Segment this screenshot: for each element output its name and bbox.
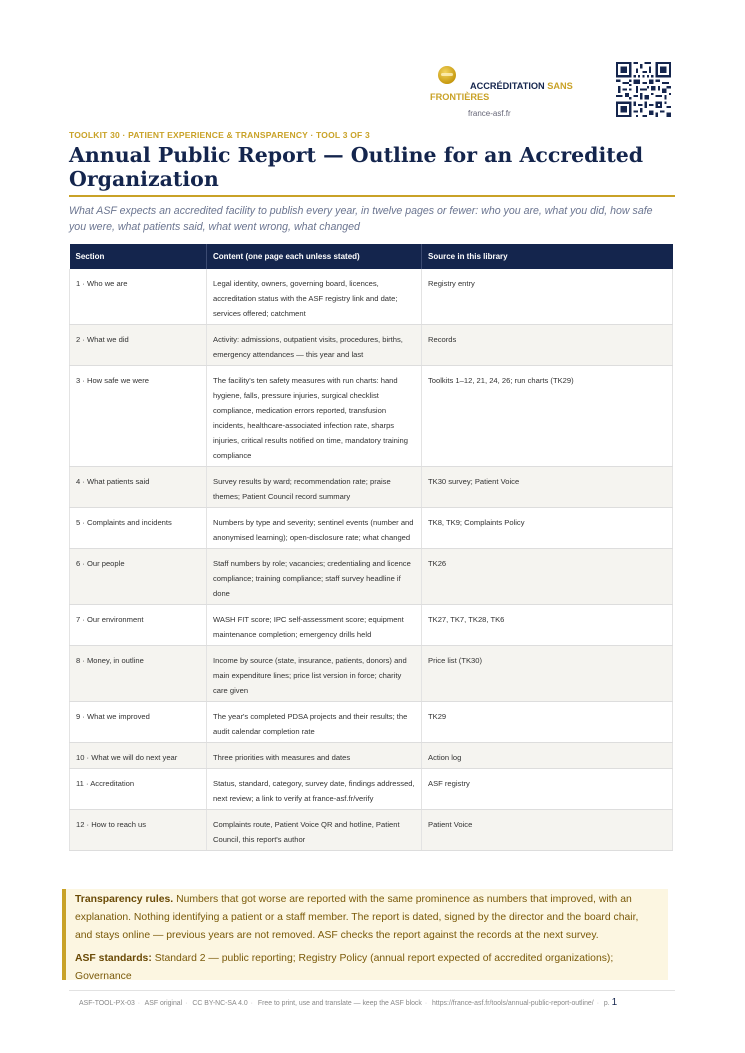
asf-standards-paragraph bbox=[75, 950, 658, 986]
table-row bbox=[70, 646, 673, 702]
brand-name-part2: SANS FRONTIÈRES bbox=[430, 81, 573, 102]
section-cell: 6 · Our people bbox=[70, 549, 207, 605]
page-title: Annual Public Report — Outline for an Accredited Organization bbox=[69, 143, 644, 191]
source-cell: ASF registry bbox=[422, 769, 673, 810]
column-header-content: Content (one page each unless stated) bbox=[207, 244, 422, 269]
outline-table bbox=[69, 244, 673, 851]
column-header-source: Source in this library bbox=[422, 244, 673, 269]
footer-license: CC BY-NC-SA 4.0 bbox=[192, 1000, 248, 1007]
table-row bbox=[70, 810, 673, 851]
source-cell: TK26 bbox=[422, 549, 673, 605]
table-row bbox=[70, 508, 673, 549]
transparency-rules-text: Numbers that got worse are reported with the same prominence as numbers that improved, with an explanation. Nothing identifying a patient or a staff member. The report is dated, signed by the director and the board chair, and stays online — previous years are not removed. ASF checks the report against the records at the next survey. bbox=[75, 894, 639, 941]
footer-separator: · bbox=[185, 1000, 188, 1007]
content-cell: Numbers by type and severity; sentinel events (number and anonymised learning); open-disclosure rate; what changed bbox=[207, 508, 422, 549]
source-cell: TK29 bbox=[422, 702, 673, 743]
source-cell: TK30 survey; Patient Voice bbox=[422, 467, 673, 508]
toolkit-kicker: TOOLKIT 30 · PATIENT EXPERIENCE & TRANSPARENCY · TOOL 3 OF 3 bbox=[69, 130, 370, 140]
transparency-callout bbox=[62, 889, 668, 980]
table-row bbox=[70, 743, 673, 769]
source-cell: Registry entry bbox=[422, 269, 673, 325]
section-cell: 2 · What we did bbox=[70, 325, 207, 366]
table-row bbox=[70, 549, 673, 605]
source-cell: Records bbox=[422, 325, 673, 366]
table-row bbox=[70, 325, 673, 366]
source-cell: Action log bbox=[422, 743, 673, 769]
section-cell: 5 · Complaints and incidents bbox=[70, 508, 207, 549]
table-row bbox=[70, 605, 673, 646]
content-cell: Staff numbers by role; vacancies; credentialing and licence compliance; training compliance; staff survey headline if done bbox=[207, 549, 422, 605]
table-row bbox=[70, 269, 673, 325]
brand-name-part1: ACCRÉDITATION bbox=[470, 81, 545, 91]
footer-separator: · bbox=[137, 1000, 141, 1007]
source-cell: TK27, TK7, TK28, TK6 bbox=[422, 605, 673, 646]
content-cell: Activity: admissions, outpatient visits, procedures, births, emergency attendances — this year and last bbox=[207, 325, 422, 366]
section-cell: 11 · Accreditation bbox=[70, 769, 207, 810]
table-header-row bbox=[70, 244, 673, 269]
footer-divider bbox=[69, 990, 675, 991]
content-cell: The year's completed PDSA projects and their results; the audit calendar completion rate bbox=[207, 702, 422, 743]
qr-code-icon[interactable] bbox=[616, 62, 671, 117]
table-row bbox=[70, 702, 673, 743]
table-row bbox=[70, 769, 673, 810]
section-cell: 4 · What patients said bbox=[70, 467, 207, 508]
footer-usage: Free to print, use and translate — keep the ASF block bbox=[257, 1000, 422, 1007]
section-cell: 8 · Money, in outline bbox=[70, 646, 207, 702]
footer-tool-code: ASF-TOOL-PX-03 bbox=[79, 1000, 135, 1007]
transparency-rules-label: Transparency rules. bbox=[75, 894, 174, 905]
content-cell: WASH FIT score; IPC self-assessment score; equipment maintenance completion; emergency drills held bbox=[207, 605, 422, 646]
footer-page-number: 1 bbox=[611, 997, 618, 1008]
content-cell: Income by source (state, insurance, patients, donors) and main expenditure lines; price list version in force; charity care given bbox=[207, 646, 422, 702]
section-cell: 7 · Our environment bbox=[70, 605, 207, 646]
footer-link[interactable]: https://france-asf.fr/tools/annual-public-report-outline/ bbox=[432, 1000, 594, 1007]
section-cell: 9 · What we improved bbox=[70, 702, 207, 743]
section-cell: 12 · How to reach us bbox=[70, 810, 207, 851]
content-cell: Complaints route, Patient Voice QR and hotline, Patient Council, this report's author bbox=[207, 810, 422, 851]
page-subtitle: What ASF expects an accredited facility to publish every year, in twelve pages or fewer: who you are, what you did, how safe you were, what patients said, what went wrong, what changed bbox=[69, 205, 653, 233]
column-header-section: Section bbox=[70, 244, 207, 269]
footer-page-prefix: p. bbox=[603, 1000, 610, 1007]
brand-name bbox=[430, 81, 590, 103]
source-cell: Price list (TK30) bbox=[422, 646, 673, 702]
footer-separator: · bbox=[250, 1000, 253, 1007]
source-cell: TK8, TK9; Complaints Policy bbox=[422, 508, 673, 549]
section-cell: 3 · How safe we were bbox=[70, 366, 207, 467]
brand-url[interactable]: france-asf.fr bbox=[468, 109, 511, 118]
transparency-rules-paragraph bbox=[75, 891, 658, 945]
content-cell: Legal identity, owners, governing board, licences, accreditation status with the ASF registry link and date; services offered; catchment bbox=[207, 269, 422, 325]
page-footer bbox=[79, 997, 617, 1008]
section-cell: 1 · Who we are bbox=[70, 269, 207, 325]
source-cell: Patient Voice bbox=[422, 810, 673, 851]
asf-standards-text: Standard 2 — public reporting; Registry Policy (annual report expected of accredited organizations); Governance bbox=[75, 953, 614, 982]
content-cell: Status, standard, category, survey date, findings addressed, next review; a link to verify at france-asf.fr/verify bbox=[207, 769, 422, 810]
asf-standards-label: ASF standards: bbox=[75, 953, 152, 964]
content-cell: The facility's ten safety measures with run charts: hand hygiene, falls, pressure injuries, surgical checklist compliance, medication errors reported, transfusion incidents, healthcare-associated infection rate, sharps injuries, critical results notified on time, mandatory training compliance bbox=[207, 366, 422, 467]
source-cell: Toolkits 1–12, 21, 24, 26; run charts (TK29) bbox=[422, 366, 673, 467]
footer-separator: · bbox=[424, 1000, 428, 1007]
content-cell: Survey results by ward; recommendation rate; praise themes; Patient Council record summary bbox=[207, 467, 422, 508]
table-row bbox=[70, 366, 673, 467]
footer-origin: ASF original bbox=[144, 1000, 183, 1007]
footer-separator: · bbox=[596, 1000, 599, 1007]
content-cell: Three priorities with measures and dates bbox=[207, 743, 422, 769]
brand-block bbox=[430, 64, 590, 124]
title-divider bbox=[69, 195, 675, 197]
section-cell: 10 · What we will do next year bbox=[70, 743, 207, 769]
table-row bbox=[70, 467, 673, 508]
